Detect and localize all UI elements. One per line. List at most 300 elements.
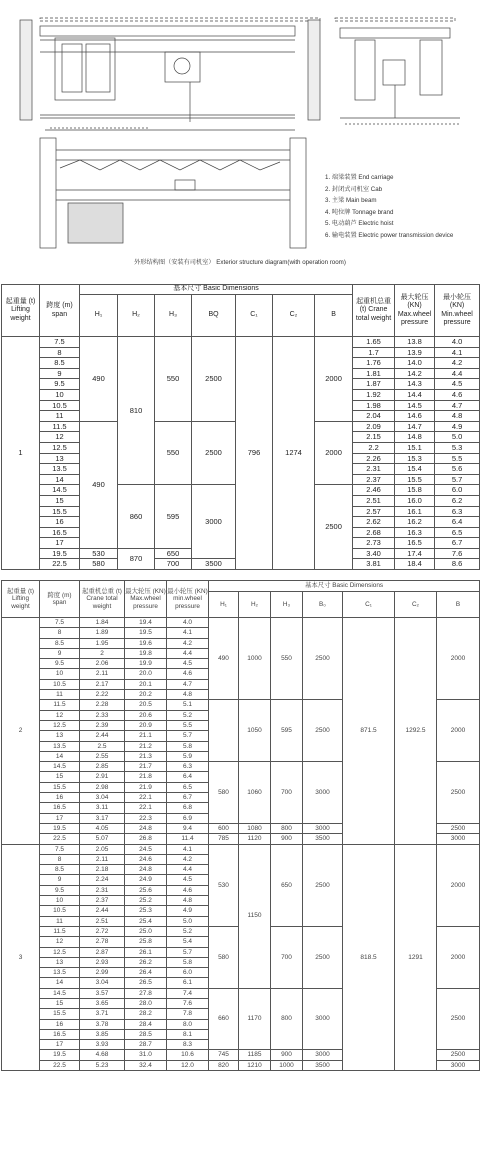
maxp-cell: 17.4 bbox=[395, 548, 435, 559]
minp-cell: 6.2 bbox=[435, 495, 480, 506]
span-cell: 19.5 bbox=[40, 548, 80, 559]
c2-cell: 1274 bbox=[273, 337, 315, 570]
weight-cell: 1.89 bbox=[80, 628, 125, 638]
maxp-cell: 15.4 bbox=[395, 464, 435, 475]
maxp-cell: 20.0 bbox=[125, 669, 167, 679]
maxp-cell: 28.7 bbox=[125, 1040, 167, 1050]
h3-cell: 700 bbox=[271, 762, 303, 824]
weight-cell: 2.22 bbox=[80, 690, 125, 700]
maxp-cell: 18.4 bbox=[395, 559, 435, 570]
h2-cell: 870 bbox=[118, 548, 155, 569]
b-cell: 2500 bbox=[315, 485, 353, 570]
header-h3: H₃ bbox=[155, 295, 192, 337]
minp-cell: 4.0 bbox=[167, 618, 209, 628]
minp-cell: 6.1 bbox=[167, 978, 209, 988]
bq-cell: 3000 bbox=[303, 988, 343, 1050]
weight-cell: 4.05 bbox=[80, 823, 125, 833]
weight-cell: 3.17 bbox=[80, 813, 125, 823]
h2-cell: 860 bbox=[118, 485, 155, 549]
legend-item: 2. 封闭式司机室 Cab bbox=[325, 185, 383, 193]
h2-cell: 1080 bbox=[239, 823, 271, 833]
header-h2: H₂ bbox=[239, 592, 271, 618]
minp-cell: 6.5 bbox=[435, 527, 480, 538]
weight-cell: 2.05 bbox=[80, 844, 125, 854]
span-cell: 11.5 bbox=[40, 926, 80, 936]
minp-cell: 4.9 bbox=[167, 906, 209, 916]
minp-cell: 4.0 bbox=[435, 337, 480, 348]
h2-cell: 1170 bbox=[239, 988, 271, 1050]
table-body bbox=[2, 618, 480, 1071]
minp-cell: 5.2 bbox=[167, 926, 209, 936]
minp-cell: 8.0 bbox=[167, 1019, 209, 1029]
maxp-cell: 26.2 bbox=[125, 957, 167, 967]
maxp-cell: 31.0 bbox=[125, 1050, 167, 1060]
header-span: 跨度 (m) span bbox=[40, 581, 80, 618]
b-cell: 2000 bbox=[437, 844, 480, 926]
maxp-cell: 22.1 bbox=[125, 803, 167, 813]
b-cell: 2500 bbox=[437, 762, 480, 824]
minp-cell: 7.4 bbox=[167, 988, 209, 998]
span-cell: 8.5 bbox=[40, 358, 80, 369]
capacity-cell: 3 bbox=[2, 844, 40, 1071]
maxp-cell: 19.9 bbox=[125, 659, 167, 669]
h3-cell: 650 bbox=[271, 844, 303, 926]
maxp-cell: 16.3 bbox=[395, 527, 435, 538]
b-cell: 2000 bbox=[437, 618, 480, 700]
maxp-cell: 25.4 bbox=[125, 916, 167, 926]
weight-cell: 3.93 bbox=[80, 1040, 125, 1050]
parts-legend bbox=[325, 172, 453, 241]
weight-cell: 2.46 bbox=[353, 485, 395, 496]
maxp-cell: 13.9 bbox=[395, 347, 435, 358]
minp-cell: 4.5 bbox=[167, 875, 209, 885]
minp-cell: 6.0 bbox=[435, 485, 480, 496]
maxp-cell: 24.8 bbox=[125, 823, 167, 833]
weight-cell: 3.81 bbox=[353, 559, 395, 570]
weight-cell: 2.09 bbox=[353, 421, 395, 432]
maxp-cell: 16.5 bbox=[395, 538, 435, 549]
span-cell: 15.5 bbox=[40, 782, 80, 792]
span-cell: 12.5 bbox=[40, 442, 80, 453]
span-cell: 13 bbox=[40, 957, 80, 967]
span-cell: 11 bbox=[40, 690, 80, 700]
header-bq: BQ bbox=[192, 295, 236, 337]
c2-cell: 1292.5 bbox=[395, 618, 437, 845]
span-cell: 14.5 bbox=[40, 762, 80, 772]
minp-cell: 6.0 bbox=[167, 968, 209, 978]
span-cell: 17 bbox=[40, 1040, 80, 1050]
minp-cell: 4.4 bbox=[167, 865, 209, 875]
minp-cell: 5.2 bbox=[167, 710, 209, 720]
maxp-cell: 21.8 bbox=[125, 772, 167, 782]
weight-cell: 1.95 bbox=[80, 638, 125, 648]
minp-cell: 5.7 bbox=[167, 947, 209, 957]
bq-cell: 3000 bbox=[192, 485, 236, 559]
span-cell: 14 bbox=[40, 474, 80, 485]
span-cell: 11 bbox=[40, 916, 80, 926]
maxp-cell: 21.9 bbox=[125, 782, 167, 792]
minp-cell: 5.5 bbox=[435, 453, 480, 464]
diagram-caption: 外形结构图（安装有司机室） Exterior structure diagram(with operation room) bbox=[134, 259, 346, 266]
maxp-cell: 19.8 bbox=[125, 648, 167, 658]
maxp-cell: 25.0 bbox=[125, 926, 167, 936]
span-cell: 15 bbox=[40, 772, 80, 782]
b-cell: 3000 bbox=[437, 834, 480, 844]
bq-cell: 3500 bbox=[192, 559, 236, 570]
weight-cell: 2.11 bbox=[80, 854, 125, 864]
minp-cell: 5.4 bbox=[167, 937, 209, 947]
span-cell: 17 bbox=[40, 813, 80, 823]
maxp-cell: 20.1 bbox=[125, 679, 167, 689]
maxp-cell: 22.1 bbox=[125, 793, 167, 803]
maxp-cell: 14.4 bbox=[395, 389, 435, 400]
h3-cell: 700 bbox=[155, 559, 192, 570]
maxp-cell: 19.5 bbox=[125, 628, 167, 638]
minp-cell: 6.5 bbox=[167, 782, 209, 792]
minp-cell: 8.1 bbox=[167, 1029, 209, 1039]
maxp-cell: 22.3 bbox=[125, 813, 167, 823]
weight-cell: 3.78 bbox=[80, 1019, 125, 1029]
legend-item: 3. 主梁 Main beam bbox=[325, 197, 377, 204]
minp-cell: 4.2 bbox=[167, 638, 209, 648]
b-cell: 2500 bbox=[437, 988, 480, 1050]
weight-cell: 1.76 bbox=[353, 358, 395, 369]
weight-cell: 2.85 bbox=[80, 762, 125, 772]
minp-cell: 7.6 bbox=[167, 998, 209, 1008]
h2-cell: 1050 bbox=[239, 700, 271, 762]
weight-cell: 2.51 bbox=[80, 916, 125, 926]
b-cell: 2000 bbox=[437, 700, 480, 762]
table-row bbox=[2, 618, 480, 628]
maxp-cell: 24.8 bbox=[125, 865, 167, 875]
h2-cell: 1000 bbox=[239, 618, 271, 700]
span-cell: 22.5 bbox=[40, 834, 80, 844]
maxp-cell: 28.0 bbox=[125, 998, 167, 1008]
maxp-cell: 15.8 bbox=[395, 485, 435, 496]
header-weight: 起重机总重 (t) Crane total weight bbox=[353, 285, 395, 337]
span-cell: 10 bbox=[40, 669, 80, 679]
minp-cell: 8.3 bbox=[167, 1040, 209, 1050]
maxp-cell: 26.5 bbox=[125, 978, 167, 988]
span-cell: 8.5 bbox=[40, 638, 80, 648]
header-weight: 起重机总重 (t) Crane total weight bbox=[80, 581, 125, 618]
maxp-cell: 14.3 bbox=[395, 379, 435, 390]
bq-cell: 2500 bbox=[192, 421, 236, 485]
h3-cell: 550 bbox=[155, 337, 192, 422]
weight-cell: 2.51 bbox=[353, 495, 395, 506]
minp-cell: 4.4 bbox=[435, 368, 480, 379]
minp-cell: 5.7 bbox=[167, 731, 209, 741]
minp-cell: 5.0 bbox=[167, 916, 209, 926]
header-h1: H₁ bbox=[80, 295, 118, 337]
maxp-cell: 24.9 bbox=[125, 875, 167, 885]
span-cell: 13 bbox=[40, 453, 80, 464]
bq-cell: 2500 bbox=[303, 844, 343, 926]
bq-cell: 3000 bbox=[303, 1050, 343, 1060]
span-cell: 9.5 bbox=[40, 885, 80, 895]
header-c1: C₁ bbox=[343, 592, 395, 618]
weight-cell: 1.92 bbox=[353, 389, 395, 400]
span-cell: 7.5 bbox=[40, 618, 80, 628]
maxp-cell: 25.2 bbox=[125, 896, 167, 906]
span-cell: 22.5 bbox=[40, 559, 80, 570]
h1-cell: 490 bbox=[80, 337, 118, 422]
weight-cell: 1.98 bbox=[353, 400, 395, 411]
minp-cell: 6.4 bbox=[167, 772, 209, 782]
weight-cell: 2.37 bbox=[353, 474, 395, 485]
maxp-cell: 32.4 bbox=[125, 1060, 167, 1070]
b-cell: 2000 bbox=[315, 337, 353, 422]
minp-cell: 4.5 bbox=[167, 659, 209, 669]
header-h2: H₂ bbox=[118, 295, 155, 337]
bq-cell: 3000 bbox=[303, 762, 343, 824]
span-cell: 13.5 bbox=[40, 968, 80, 978]
span-cell: 12 bbox=[40, 937, 80, 947]
table-row bbox=[2, 844, 480, 854]
h3-cell: 900 bbox=[271, 1050, 303, 1060]
h3-cell: 800 bbox=[271, 823, 303, 833]
b-cell: 2500 bbox=[437, 823, 480, 833]
span-cell: 11 bbox=[40, 411, 80, 422]
maxp-cell: 20.2 bbox=[125, 690, 167, 700]
minp-cell: 4.5 bbox=[435, 379, 480, 390]
minp-cell: 5.8 bbox=[167, 741, 209, 751]
header-dims: 基本尺寸 Basic Dimensions bbox=[209, 581, 480, 592]
weight-cell: 3.04 bbox=[80, 793, 125, 803]
h3-cell: 650 bbox=[155, 548, 192, 559]
header-b: B bbox=[315, 295, 353, 337]
weight-cell: 2.06 bbox=[80, 659, 125, 669]
minp-cell: 4.6 bbox=[167, 669, 209, 679]
weight-cell: 2.04 bbox=[353, 411, 395, 422]
span-cell: 15 bbox=[40, 998, 80, 1008]
minp-cell: 5.1 bbox=[167, 700, 209, 710]
weight-cell: 3.85 bbox=[80, 1029, 125, 1039]
h1-cell: 490 bbox=[80, 421, 118, 548]
minp-cell: 4.8 bbox=[435, 411, 480, 422]
h1-cell: 600 bbox=[209, 823, 239, 833]
span-cell: 8 bbox=[40, 854, 80, 864]
bq-cell: 3000 bbox=[303, 823, 343, 833]
minp-cell: 4.1 bbox=[167, 628, 209, 638]
maxp-cell: 21.3 bbox=[125, 751, 167, 761]
minp-cell: 4.2 bbox=[167, 854, 209, 864]
b-cell: 3000 bbox=[437, 1060, 480, 1070]
maxp-cell: 14.5 bbox=[395, 400, 435, 411]
weight-cell: 3.71 bbox=[80, 1009, 125, 1019]
minp-cell: 4.8 bbox=[167, 896, 209, 906]
c1-cell: 796 bbox=[236, 337, 273, 570]
maxp-cell: 26.4 bbox=[125, 968, 167, 978]
minp-cell: 4.4 bbox=[167, 648, 209, 658]
header-minp: 最小轮压 (KN) min.wheel pressure bbox=[167, 581, 209, 618]
minp-cell: 5.7 bbox=[435, 474, 480, 485]
weight-cell: 2.57 bbox=[353, 506, 395, 517]
minp-cell: 4.7 bbox=[167, 679, 209, 689]
c1-cell: 871.5 bbox=[343, 618, 395, 845]
weight-cell: 2.68 bbox=[353, 527, 395, 538]
h3-cell: 900 bbox=[271, 834, 303, 844]
maxp-cell: 25.8 bbox=[125, 937, 167, 947]
b-cell: 2000 bbox=[437, 926, 480, 988]
span-cell: 15 bbox=[40, 495, 80, 506]
header-minp: 最小轮压 (KN) Min.wheel pressure bbox=[435, 285, 480, 337]
span-cell: 13 bbox=[40, 731, 80, 741]
bq-cell: 2500 bbox=[192, 337, 236, 422]
span-cell: 9.5 bbox=[40, 659, 80, 669]
header-bq: B₀ bbox=[303, 592, 343, 618]
h1-cell: 785 bbox=[209, 834, 239, 844]
span-cell: 19.5 bbox=[40, 823, 80, 833]
header-b: B bbox=[437, 592, 480, 618]
h3-cell: 800 bbox=[271, 988, 303, 1050]
weight-cell: 2.73 bbox=[353, 538, 395, 549]
span-cell: 12 bbox=[40, 432, 80, 443]
minp-cell: 12.0 bbox=[167, 1060, 209, 1070]
capacity-cell: 2 bbox=[2, 618, 40, 845]
span-cell: 9 bbox=[40, 875, 80, 885]
maxp-cell: 25.3 bbox=[125, 906, 167, 916]
h1-cell: 530 bbox=[209, 844, 239, 926]
maxp-cell: 20.5 bbox=[125, 700, 167, 710]
minp-cell: 4.7 bbox=[435, 400, 480, 411]
header-capacity: 起重量 (t) Lifting weight bbox=[2, 285, 40, 337]
span-cell: 9.5 bbox=[40, 379, 80, 390]
maxp-cell: 16.0 bbox=[395, 495, 435, 506]
bq-cell: 2500 bbox=[303, 926, 343, 988]
maxp-cell: 14.8 bbox=[395, 432, 435, 443]
weight-cell: 4.68 bbox=[80, 1050, 125, 1060]
specs-table-2t-3t bbox=[1, 580, 480, 1071]
weight-cell: 1.87 bbox=[353, 379, 395, 390]
weight-cell: 3.65 bbox=[80, 998, 125, 1008]
maxp-cell: 24.6 bbox=[125, 854, 167, 864]
header-c2: C₂ bbox=[395, 592, 437, 618]
minp-cell: 4.1 bbox=[435, 347, 480, 358]
h1-cell: 580 bbox=[80, 559, 118, 570]
weight-cell: 5.23 bbox=[80, 1060, 125, 1070]
table-body bbox=[2, 337, 480, 570]
legend-item: 4. 吨位牌 Tonnage brand bbox=[325, 208, 394, 216]
capacity-cell: 1 bbox=[2, 337, 40, 570]
weight-cell: 2.91 bbox=[80, 772, 125, 782]
weight-cell: 2.62 bbox=[353, 517, 395, 528]
weight-cell: 2.93 bbox=[80, 957, 125, 967]
h2-cell: 1185 bbox=[239, 1050, 271, 1060]
maxp-cell: 28.2 bbox=[125, 1009, 167, 1019]
legend-item: 1. 端梁装置 End carriage bbox=[325, 174, 394, 181]
maxp-cell: 14.6 bbox=[395, 411, 435, 422]
minp-cell: 4.9 bbox=[435, 421, 480, 432]
header-h1: H₁ bbox=[209, 592, 239, 618]
maxp-cell: 19.4 bbox=[125, 618, 167, 628]
minp-cell: 11.4 bbox=[167, 834, 209, 844]
span-cell: 9 bbox=[40, 368, 80, 379]
span-cell: 10.5 bbox=[40, 906, 80, 916]
weight-cell: 3.04 bbox=[80, 978, 125, 988]
h2-cell: 1210 bbox=[239, 1060, 271, 1070]
span-cell: 10.5 bbox=[40, 400, 80, 411]
header-capacity: 起重量 (t) Lifting weight bbox=[2, 581, 40, 618]
header-maxp: 最大轮压 (KN) Max.wheel pressure bbox=[395, 285, 435, 337]
span-cell: 8 bbox=[40, 347, 80, 358]
span-cell: 12.5 bbox=[40, 947, 80, 957]
weight-cell: 2.39 bbox=[80, 720, 125, 730]
minp-cell: 7.8 bbox=[167, 1009, 209, 1019]
maxp-cell: 19.6 bbox=[125, 638, 167, 648]
h2-cell: 810 bbox=[118, 337, 155, 485]
minp-cell: 4.8 bbox=[167, 690, 209, 700]
span-cell: 11.5 bbox=[40, 421, 80, 432]
maxp-cell: 26.1 bbox=[125, 947, 167, 957]
legend-item: 6. 输电装置 Electric power transmission device bbox=[325, 231, 454, 239]
weight-cell: 2.37 bbox=[80, 896, 125, 906]
header-span: 跨度 (m) span bbox=[40, 285, 80, 337]
weight-cell: 1.84 bbox=[80, 618, 125, 628]
c1-cell: 818.5 bbox=[343, 844, 395, 1071]
span-cell: 15.5 bbox=[40, 506, 80, 517]
bq-cell: 2500 bbox=[303, 618, 343, 700]
weight-cell: 2.11 bbox=[80, 669, 125, 679]
minp-cell: 6.8 bbox=[167, 803, 209, 813]
weight-cell: 2.44 bbox=[80, 731, 125, 741]
table-row bbox=[2, 337, 480, 348]
minp-cell: 6.4 bbox=[435, 517, 480, 528]
header-c2: C₂ bbox=[273, 295, 315, 337]
h3-cell: 550 bbox=[155, 421, 192, 485]
weight-cell: 2.31 bbox=[80, 885, 125, 895]
h3-cell: 1000 bbox=[271, 1060, 303, 1070]
weight-cell: 2.72 bbox=[80, 926, 125, 936]
minp-cell: 7.6 bbox=[435, 548, 480, 559]
weight-cell: 3.57 bbox=[80, 988, 125, 998]
minp-cell: 4.1 bbox=[167, 844, 209, 854]
span-cell: 14 bbox=[40, 751, 80, 761]
minp-cell: 9.4 bbox=[167, 823, 209, 833]
maxp-cell: 26.8 bbox=[125, 834, 167, 844]
weight-cell: 1.81 bbox=[353, 368, 395, 379]
maxp-cell: 15.5 bbox=[395, 474, 435, 485]
span-cell: 7.5 bbox=[40, 337, 80, 348]
maxp-cell: 24.5 bbox=[125, 844, 167, 854]
span-cell: 16.5 bbox=[40, 527, 80, 538]
weight-cell: 2.26 bbox=[353, 453, 395, 464]
maxp-cell: 27.8 bbox=[125, 988, 167, 998]
header-dims: 基本尺寸 Basic Dimensions bbox=[80, 285, 353, 295]
maxp-cell: 21.7 bbox=[125, 762, 167, 772]
weight-cell: 2.33 bbox=[80, 710, 125, 720]
weight-cell: 2.44 bbox=[80, 906, 125, 916]
span-cell: 10 bbox=[40, 896, 80, 906]
h3-cell: 595 bbox=[271, 700, 303, 762]
h1-cell: 580 bbox=[209, 926, 239, 988]
span-cell: 14 bbox=[40, 978, 80, 988]
minp-cell: 4.6 bbox=[435, 389, 480, 400]
weight-cell: 2.55 bbox=[80, 751, 125, 761]
weight-cell: 2.17 bbox=[80, 679, 125, 689]
span-cell: 14.5 bbox=[40, 485, 80, 496]
minp-cell: 4.6 bbox=[167, 885, 209, 895]
span-cell: 12 bbox=[40, 710, 80, 720]
span-cell: 14.5 bbox=[40, 988, 80, 998]
minp-cell: 6.7 bbox=[167, 793, 209, 803]
span-cell: 13.5 bbox=[40, 464, 80, 475]
b-cell: 2000 bbox=[315, 421, 353, 485]
h3-cell: 550 bbox=[271, 618, 303, 700]
span-cell: 16 bbox=[40, 1019, 80, 1029]
maxp-cell: 20.6 bbox=[125, 710, 167, 720]
weight-cell: 2.28 bbox=[80, 700, 125, 710]
